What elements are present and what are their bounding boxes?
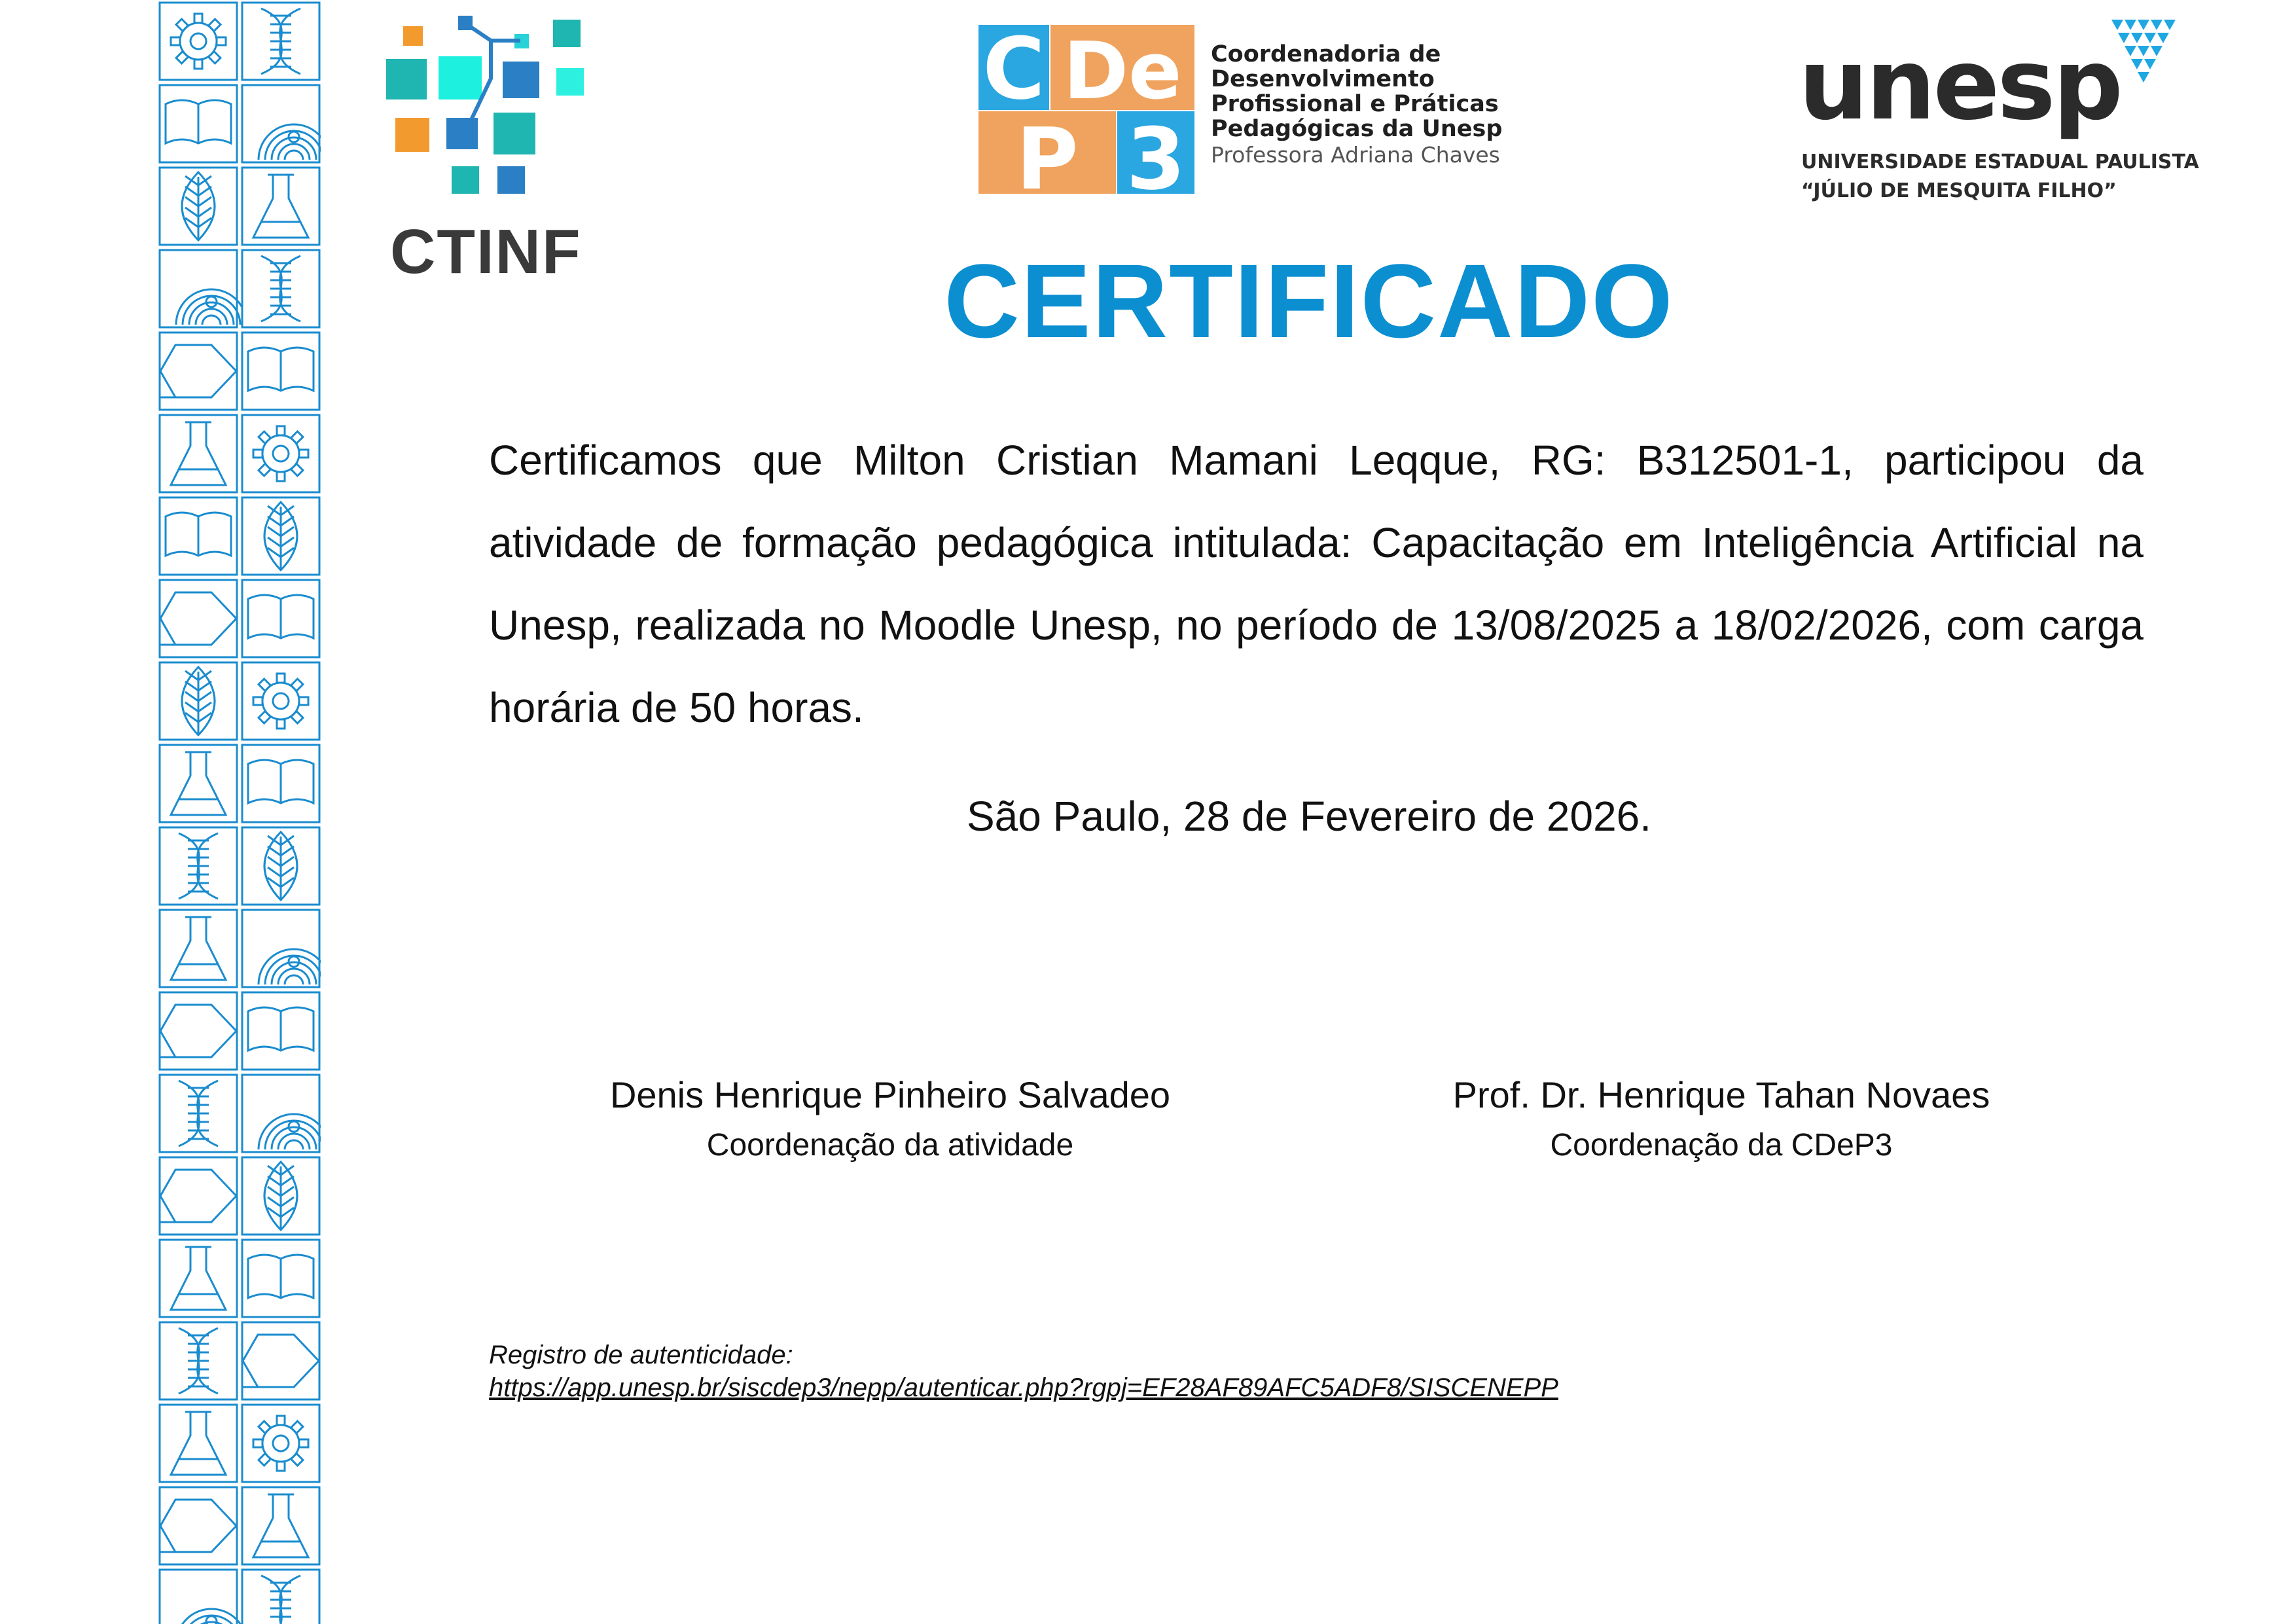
hexagon-icon bbox=[242, 1322, 319, 1399]
dna-icon bbox=[160, 1075, 237, 1152]
cdep3-line: Desenvolvimento bbox=[1211, 66, 1435, 92]
rings-icon bbox=[242, 85, 321, 162]
gear-icon bbox=[160, 3, 237, 80]
decorative-border bbox=[157, 0, 321, 1624]
flask-icon bbox=[242, 168, 319, 245]
dna-icon bbox=[160, 827, 237, 905]
leaf-icon bbox=[242, 497, 319, 575]
book-icon bbox=[242, 333, 319, 410]
cdep3-subtitle: Professora Adriana Chaves bbox=[1211, 142, 1500, 168]
hexagon-icon bbox=[160, 1157, 237, 1235]
rings-icon bbox=[160, 1570, 247, 1624]
book-icon bbox=[242, 580, 319, 657]
rings-icon bbox=[242, 910, 321, 987]
flask-icon bbox=[160, 415, 237, 492]
hexagon-icon bbox=[160, 992, 237, 1070]
place-date: São Paulo, 28 de Fevereiro de 2026. bbox=[966, 793, 1652, 840]
leaf-icon bbox=[242, 1157, 319, 1235]
signatory-name: Prof. Dr. Henrique Tahan Novaes bbox=[1452, 1074, 1990, 1115]
authenticity-link[interactable]: https://app.unesp.br/siscdep3/nepp/autenticar.php?rgpj=EF28AF89AFC5ADF8/SISCENEPP bbox=[489, 1373, 1558, 1402]
svg-text:De: De bbox=[1063, 26, 1182, 117]
dna-icon bbox=[160, 1322, 237, 1399]
leaf-icon bbox=[160, 168, 237, 245]
flask-icon bbox=[242, 1487, 319, 1564]
signatory-role: Coordenação da atividade bbox=[706, 1128, 1074, 1163]
certificate-body: Certificamos que Milton Cristian Mamani Leqque, RG: B312501-1, participou da atividade de formação pedagógica intitulada: Capacitação em Inteligência Artificial na Unesp, realizada no Moodle Unesp, no período de 13/08/2025 a 18/02/2026, com carga horária de 50 horas. bbox=[489, 437, 2144, 731]
unesp-triangles-icon bbox=[2101, 18, 2186, 84]
hexagon-icon bbox=[160, 333, 237, 410]
dna-icon bbox=[242, 1570, 319, 1624]
unesp-university-name: UNIVERSIDADE ESTADUAL PAULISTA bbox=[1801, 151, 2199, 173]
leaf-icon bbox=[242, 827, 319, 905]
certificate-title: CERTIFICADO bbox=[944, 242, 1674, 359]
flask-icon bbox=[160, 1405, 237, 1482]
flask-icon bbox=[160, 1240, 237, 1317]
dna-icon bbox=[242, 250, 319, 327]
book-icon bbox=[242, 992, 319, 1070]
book-icon bbox=[242, 1240, 319, 1317]
book-icon bbox=[160, 85, 237, 162]
authenticity-label: Registro de autenticidade: bbox=[489, 1341, 793, 1369]
hexagon-icon bbox=[160, 580, 237, 657]
unesp-wordmark: unesp bbox=[1799, 28, 2121, 142]
cdep3-logo-text bbox=[1211, 42, 1502, 169]
cdep3-line: Pedagógicas da Unesp bbox=[1211, 116, 1503, 142]
leaf-icon bbox=[160, 662, 237, 740]
dna-icon bbox=[242, 3, 319, 80]
gear-icon bbox=[242, 1405, 319, 1482]
signatory-name: Denis Henrique Pinheiro Salvadeo bbox=[609, 1074, 1171, 1115]
cdep3-logo-icon bbox=[978, 25, 1194, 194]
signatory-role: Coordenação da CDeP3 bbox=[1550, 1128, 1893, 1163]
unesp-university-patron: “JÚLIO DE MESQUITA FILHO” bbox=[1801, 179, 2117, 202]
flask-icon bbox=[160, 910, 237, 987]
svg-text:3: 3 bbox=[1126, 109, 1186, 194]
svg-text:P: P bbox=[1016, 109, 1079, 194]
flask-icon bbox=[160, 745, 237, 822]
svg-text:C: C bbox=[982, 25, 1045, 118]
book-icon bbox=[242, 745, 319, 822]
book-icon bbox=[160, 497, 237, 575]
gear-icon bbox=[242, 662, 319, 740]
gear-icon bbox=[242, 415, 319, 492]
hexagon-icon bbox=[160, 1487, 237, 1564]
cdep3-line: Coordenadoria de bbox=[1211, 41, 1441, 67]
rings-icon bbox=[160, 250, 247, 327]
cdep3-line: Profissional e Práticas bbox=[1211, 91, 1499, 117]
rings-icon bbox=[242, 1075, 321, 1152]
ctinf-logo-text: CTINF bbox=[390, 217, 582, 287]
